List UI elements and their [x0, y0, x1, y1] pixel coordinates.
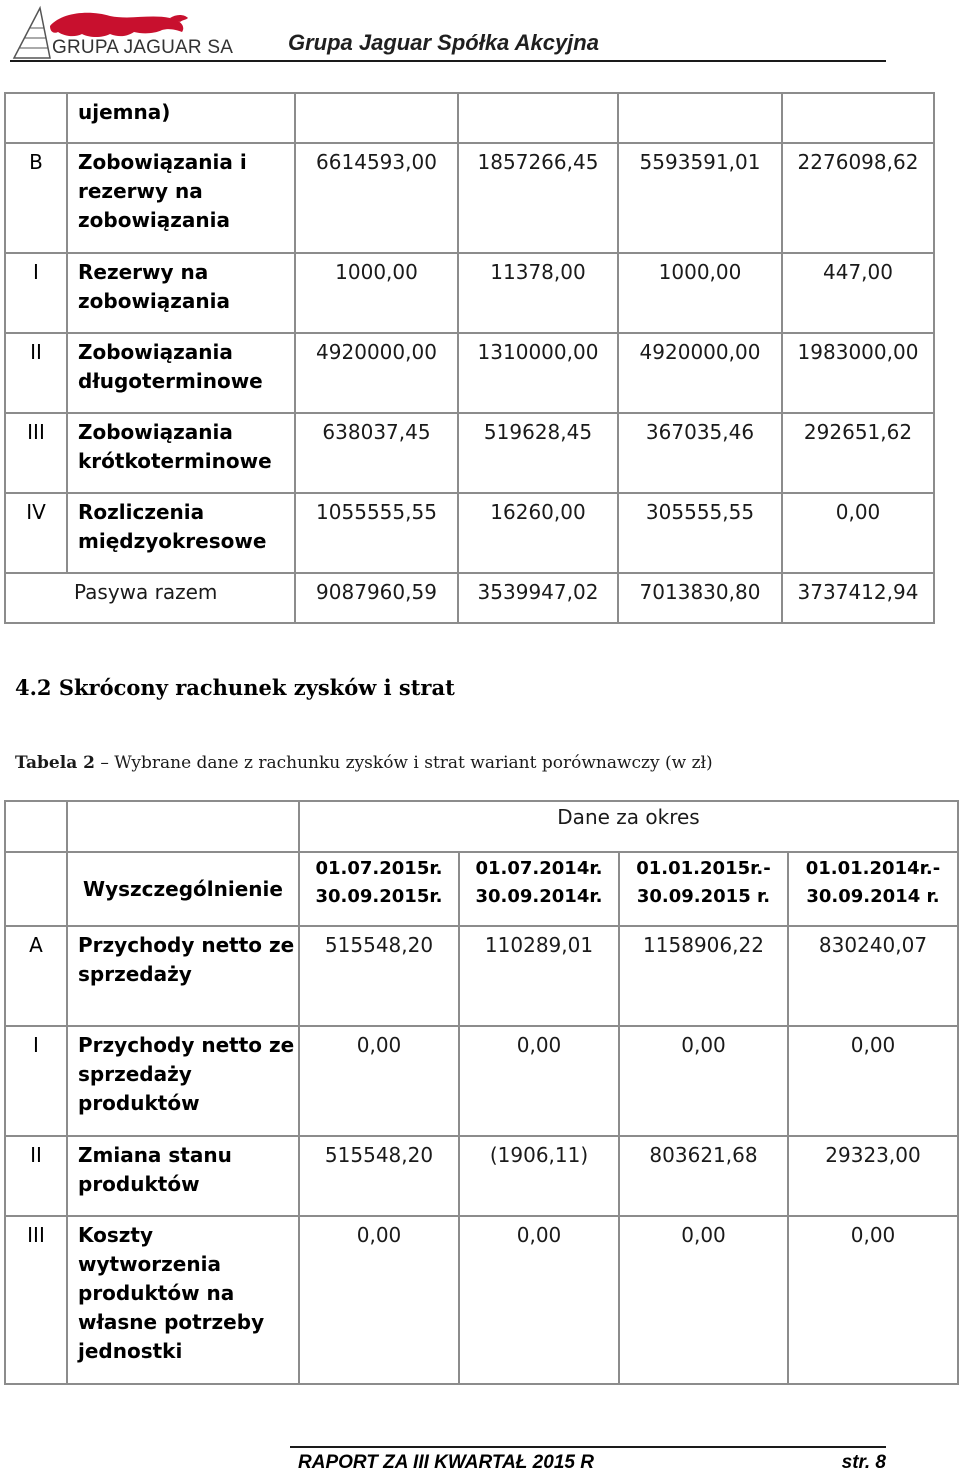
company-logo: [10, 4, 234, 62]
logo-text: GRUPA JAGUAR SA: [52, 37, 234, 58]
value-cell: 0,00: [459, 1216, 619, 1384]
header-divider: [10, 60, 886, 62]
row-name: Zobowiązania długoterminowe: [67, 333, 295, 413]
period-column-header: 01.07.2014r. 30.09.2014r.: [459, 852, 619, 926]
row-number: I: [5, 253, 67, 333]
value-cell: 0,00: [782, 493, 934, 573]
value-cell: 367035,46: [618, 413, 782, 493]
period-column-header: 01.01.2015r.- 30.09.2015 r.: [619, 852, 788, 926]
value-cell: 0,00: [459, 1026, 619, 1136]
company-name: Grupa Jaguar Spółka Akcyjna: [288, 30, 599, 55]
table-row: [5, 926, 958, 1026]
value-cell: 519628,45: [458, 413, 618, 493]
value-cell: 0,00: [299, 1216, 459, 1384]
row-name: Koszty wytworzenia produktów na własne potrzeby jednostki: [67, 1216, 299, 1384]
page-number: str. 8: [841, 1452, 886, 1473]
row-number: II: [5, 333, 67, 413]
table-row: [5, 253, 934, 333]
column-header: Wyszczególnienie: [67, 852, 299, 926]
value-cell: 11378,00: [458, 253, 618, 333]
period-column-header: 01.01.2014r.- 30.09.2014 r.: [788, 852, 958, 926]
table-row: [5, 413, 934, 493]
value-cell: 16260,00: [458, 493, 618, 573]
value-cell: 292651,62: [782, 413, 934, 493]
total-value: 9087960,59: [295, 573, 458, 623]
column-header-row: [5, 852, 958, 926]
row-name: Zmiana stanu produktów: [67, 1136, 299, 1216]
value-cell: 0,00: [619, 1026, 788, 1136]
value-cell: 0,00: [619, 1216, 788, 1384]
row-number: I: [5, 1026, 67, 1136]
value-cell: 29323,00: [788, 1136, 958, 1216]
row-name: Zobowiązania krótkoterminowe: [67, 413, 295, 493]
value-cell: 803621,68: [619, 1136, 788, 1216]
row-number: B: [5, 143, 67, 253]
value-cell: 1158906,22: [619, 926, 788, 1026]
value-cell: 305555,55: [618, 493, 782, 573]
balance-sheet-table: [4, 92, 935, 624]
value-cell: 638037,45: [295, 413, 458, 493]
row-name: ujemna): [67, 93, 295, 143]
value-cell: 1857266,45: [458, 143, 618, 253]
table-row: [5, 143, 934, 253]
period-header-row: [5, 801, 958, 852]
value-cell: (1906,11): [459, 1136, 619, 1216]
caption-dash: –: [100, 753, 115, 773]
row-number: A: [5, 926, 67, 1026]
caption-text: Wybrane dane z rachunku zysków i strat wariant porównawczy (w zł): [114, 753, 713, 773]
row-name: Rezerwy na zobowiązania: [67, 253, 295, 333]
value-cell: 4920000,00: [618, 333, 782, 413]
value-cell: 515548,20: [299, 926, 459, 1026]
page-footer: [290, 1446, 886, 1480]
value-cell: 5593591,01: [618, 143, 782, 253]
row-name: Zobowiązania i rezerwy na zobowiązania: [67, 143, 295, 253]
table-row: [5, 1216, 958, 1384]
row-name: Przychody netto ze sprzedaży produktów: [67, 1026, 299, 1136]
page-header: [10, 4, 886, 62]
table-row: [5, 93, 934, 143]
row-name: Rozliczenia międzyokresowe: [67, 493, 295, 573]
value-cell: 2276098,62: [782, 143, 934, 253]
table-row: [5, 333, 934, 413]
value-cell: 1983000,00: [782, 333, 934, 413]
value-cell: 1000,00: [295, 253, 458, 333]
table-row: [5, 493, 934, 573]
table-caption: [15, 753, 713, 773]
value-cell: 1000,00: [618, 253, 782, 333]
value-cell: 6614593,00: [295, 143, 458, 253]
caption-label: Tabela 2: [15, 753, 95, 773]
total-value: 3539947,02: [458, 573, 618, 623]
value-cell: 4920000,00: [295, 333, 458, 413]
value-cell: 830240,07: [788, 926, 958, 1026]
row-number: IV: [5, 493, 67, 573]
value-cell: 515548,20: [299, 1136, 459, 1216]
value-cell: 0,00: [788, 1026, 958, 1136]
row-number: II: [5, 1136, 67, 1216]
total-value: 7013830,80: [618, 573, 782, 623]
total-label: Pasywa razem: [5, 573, 295, 623]
total-value: 3737412,94: [782, 573, 934, 623]
profit-loss-table: [4, 800, 959, 1385]
value-cell: 0,00: [788, 1216, 958, 1384]
report-title: RAPORT ZA III KWARTAŁ 2015 R: [298, 1452, 594, 1473]
value-cell: 0,00: [299, 1026, 459, 1136]
row-name: Przychody netto ze sprzedaży: [67, 926, 299, 1026]
value-cell: 1055555,55: [295, 493, 458, 573]
row-number: III: [5, 413, 67, 493]
total-row: [5, 573, 934, 623]
value-cell: 110289,01: [459, 926, 619, 1026]
table-row: [5, 1136, 958, 1216]
section-title: 4.2 Skrócony rachunek zysków i strat: [15, 675, 455, 700]
period-column-header: 01.07.2015r. 30.09.2015r.: [299, 852, 459, 926]
row-number: III: [5, 1216, 67, 1384]
period-header: Dane za okres: [299, 801, 958, 852]
value-cell: 447,00: [782, 253, 934, 333]
value-cell: 1310000,00: [458, 333, 618, 413]
table-row: [5, 1026, 958, 1136]
